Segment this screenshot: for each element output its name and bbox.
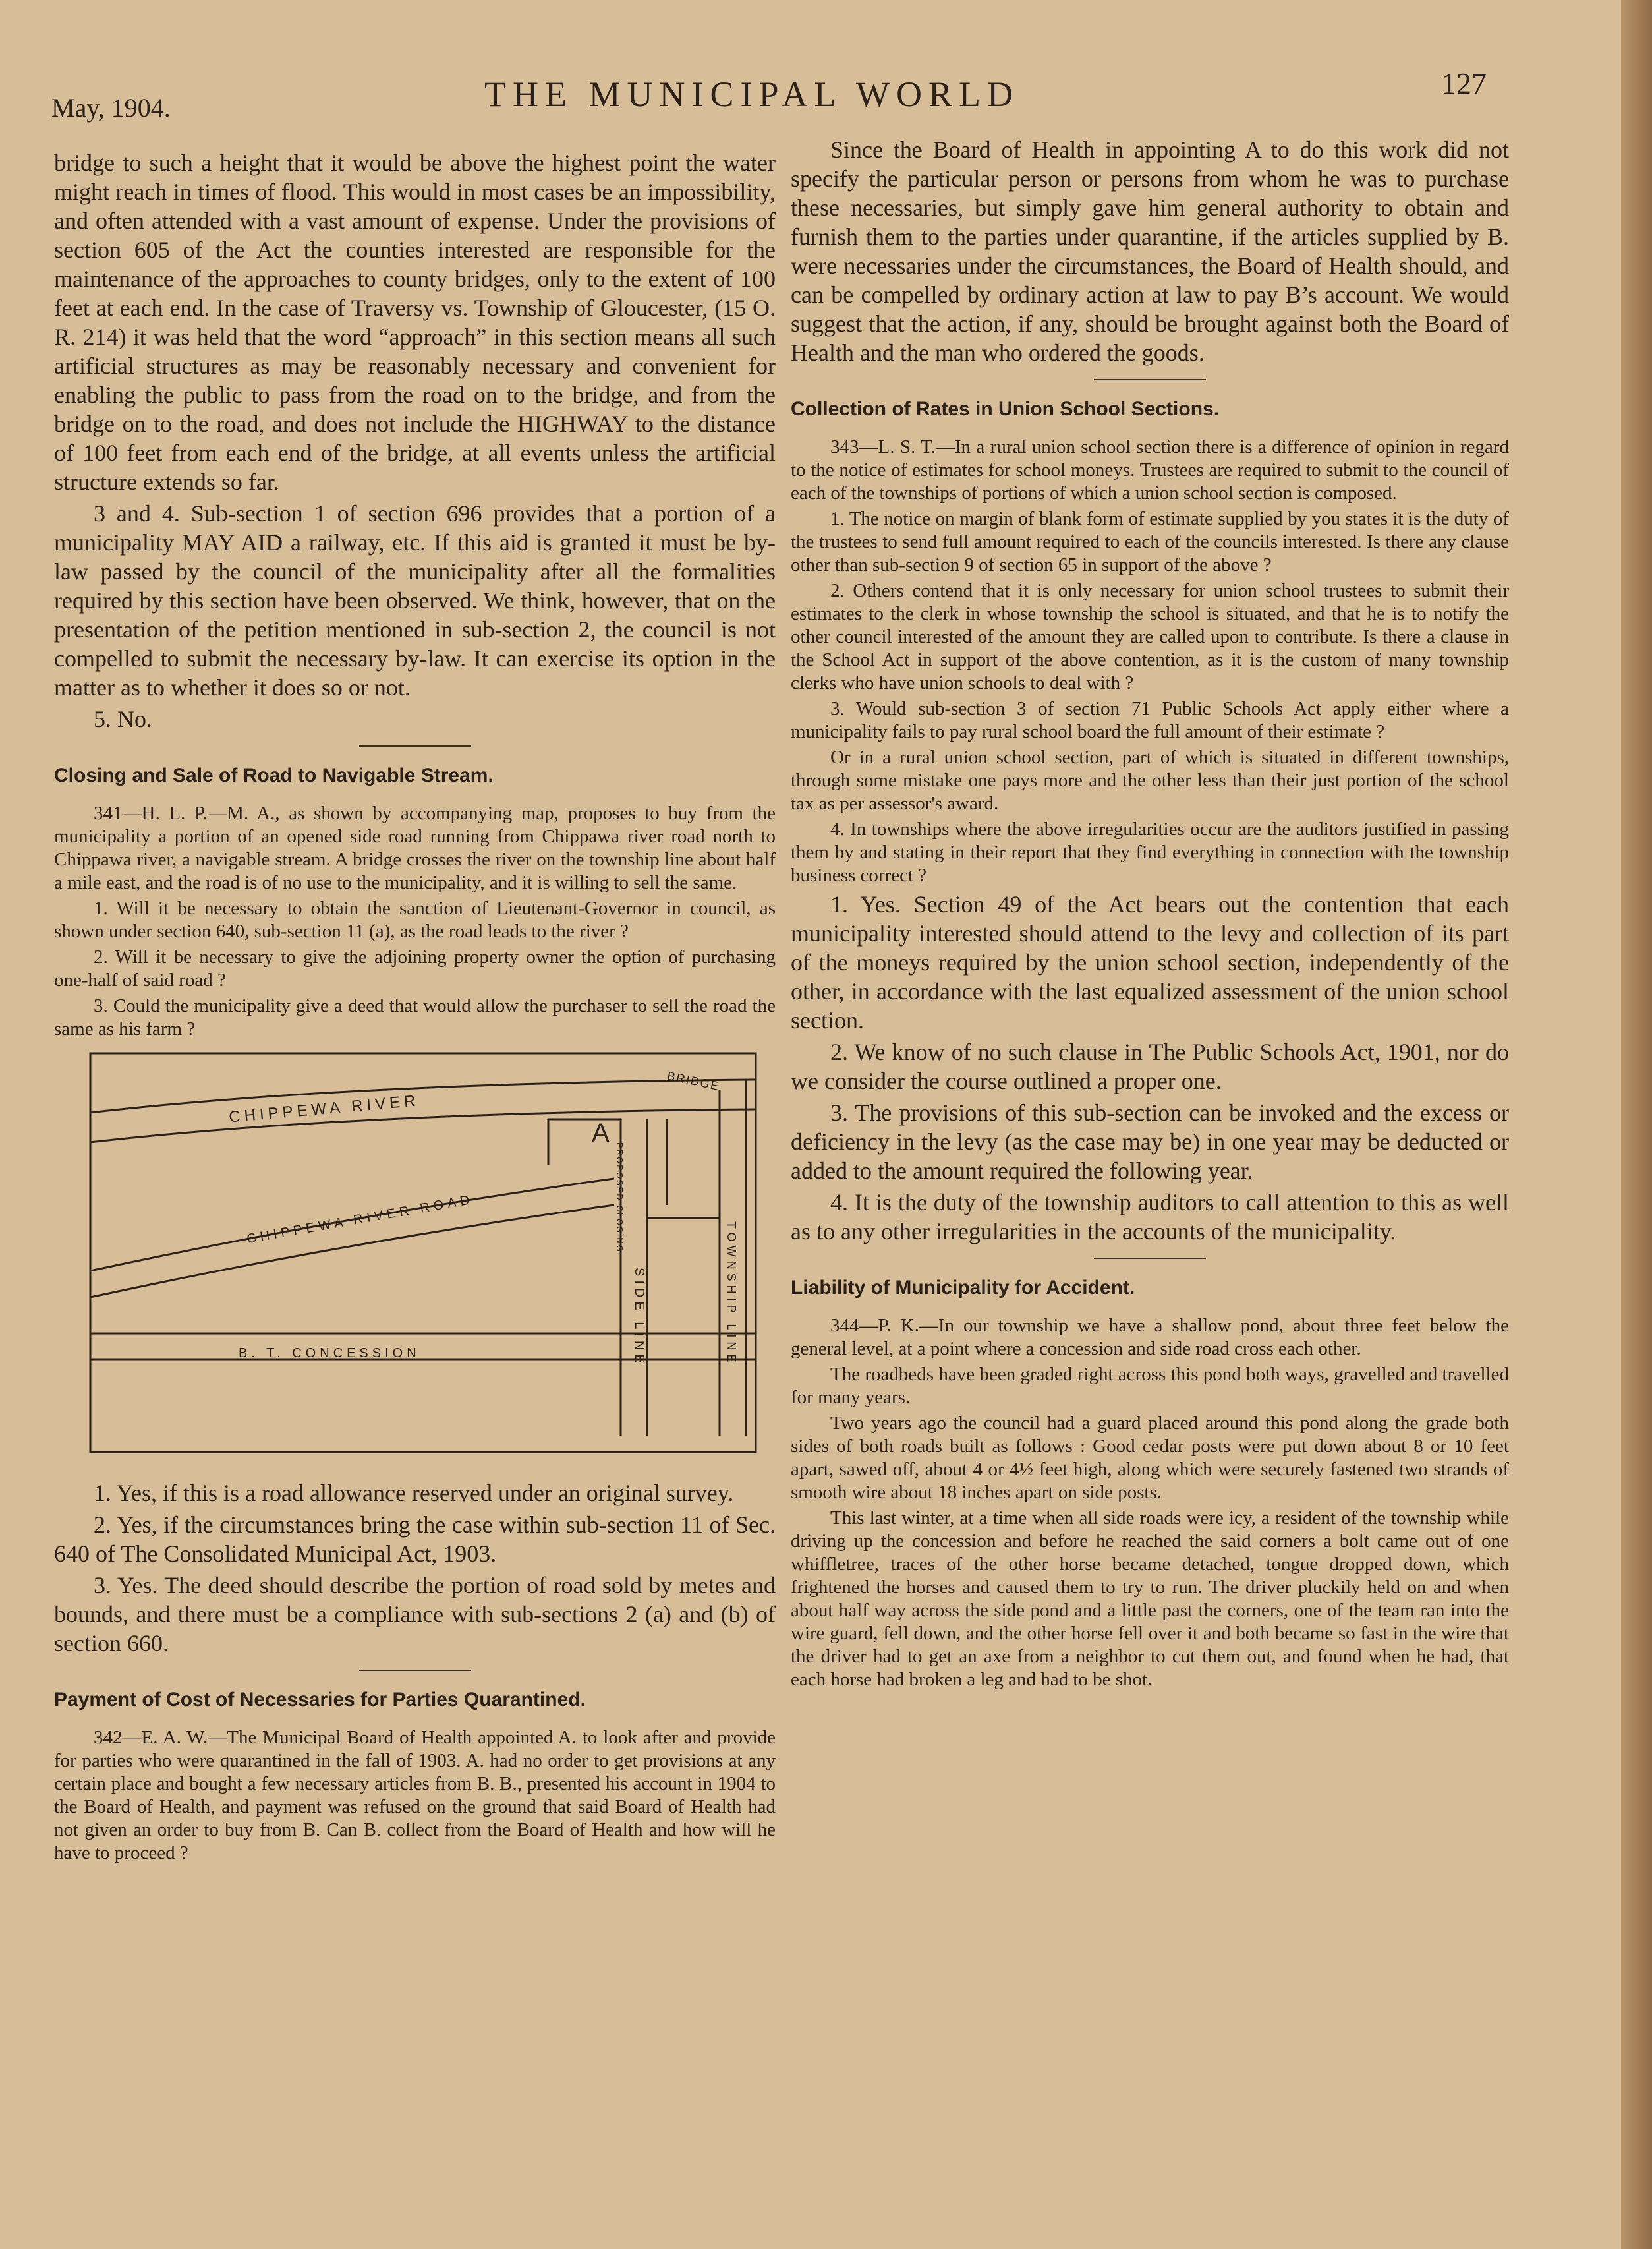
question-intro: 343—L. S. T.—In a rural union school section there is a difference of opinion in regard to the notice of estimates for school moneys. Trustees are required to submit to the council of each of the townships of portions of which a union school section is composed.: [791, 436, 1509, 504]
answer-paragraph: 1. Yes, if this is a road allowance reserved under an original survey.: [94, 1480, 734, 1506]
question-intro: 342—E. A. W.—The Municipal Board of Health appointed A. to look after and provide for parties who were quarantined in the fall of 1903. A. had no order to get provisions at any certain place and bought a few necessary articles from B. B., presented his account in 1904 to the Board of Health, and payment was refused on the ground that said Board of Health had not given an order to buy from B. Can B. collect from the Board of Health and how will he have to proceed ?: [54, 1727, 776, 1863]
question-item: 1. The notice on margin of blank form of estimate supplied by you states it is the duty of the trustees to send full amount required to each of the councils interested. Is there any clause other than sub-section 9 of section 65 in support of the above ?: [791, 508, 1509, 575]
section-divider: [359, 1670, 471, 1671]
map-label-proposed: PROPOSED CLOSING: [615, 1142, 625, 1253]
question-item: 1. Will it be necessary to obtain the sanction of Lieutenant-Governor in council, as shown under section 640, sub-section 11 (a), as the road leads to the river ?: [54, 898, 776, 942]
answer-paragraph: Since the Board of Health in appointing A to do this work did not specify the particular person or persons from whom he was to purchase these necessaries, but simply gave him general authority to obtain and furnish them to the parties under quarantine, if the articles supplied by B. were necessaries under the circumstances, the Board of Health should, and can be compelled by ordinary action at law to pay B’s account. We would suggest that the action, if any, should be brought against both the Board of Health and the man who ordered the goods.: [791, 136, 1509, 366]
answer-paragraph: 1. Yes. Section 49 of the Act bears out the contention that each municipality interested should attend to the levy and collection of its part of the moneys required by the union school section, independently of the other, in accordance with the last equalized assessment of the union school section.: [791, 891, 1509, 1034]
section-heading: Payment of Cost of Necessaries for Parties Quarantined.: [54, 1689, 586, 1710]
map-label-township-line: TOWNSHIP LINE: [725, 1221, 738, 1366]
answer-paragraph: 4. It is the duty of the township auditors to call attention to this as well as to any other irregularities in the accounts of the municipality.: [791, 1189, 1509, 1244]
answer-paragraph: 5. No.: [94, 706, 152, 732]
question-paragraph: The roadbeds have been graded right across this pond both ways, gravelled and travelled for many years.: [791, 1364, 1509, 1408]
section-heading: Liability of Municipality for Accident.: [791, 1277, 1135, 1299]
section-divider: [1094, 1258, 1206, 1259]
page-number: 127: [1441, 67, 1487, 100]
left-column: [54, 148, 776, 1867]
map-label-road: CHIPPEWA RIVER ROAD: [245, 1192, 475, 1247]
map-label-side-line: SIDE LINE: [632, 1268, 646, 1367]
question-intro: 341—H. L. P.—M. A., as shown by accompanying map, proposes to buy from the municipality a portion of an opened side road running from Chippawa river road north to Chippawa river, a navigable stream. A bridge crosses the river on the township line about half a mile east, and the road is of no use to the municipality, and it is willing to sell the same.: [54, 803, 776, 893]
answer-paragraph: 3. Yes. The deed should describe the portion of road sold by metes and bounds, and there must be a compliance with sub-sections 2 (a) and (b) of section 660.: [54, 1572, 776, 1656]
question-item: 2. Will it be necessary to give the adjoining property owner the option of purchasing one-half of said road ?: [54, 947, 776, 991]
question-item: 3. Would sub-section 3 of section 71 Public Schools Act apply either where a municipality fails to pay rural school board the full amount of their estimate ?: [791, 698, 1509, 742]
question-paragraph: Two years ago the council had a guard placed around this pond along the grade both sides of both roads built as follows : Good cedar posts were put down about 8 or 10 feet apart, sawed off, about 4 or 4½ feet high, along which were securely fastened two strands of smooth wire about 18 inches apart on side posts.: [791, 1413, 1509, 1503]
question-item: 3. Could the municipality give a deed that would allow the purchaser to sell the road the same as his farm ?: [54, 995, 776, 1039]
question-paragraph: This last winter, at a time when all side roads were icy, a resident of the township while driving up the concession and before he reached the said corners a bolt came out of one whiffletree, traces of the other horse became detached, tongue dropped down, which frightened the horses and caused them to try to run. The driver pluckily held on and when about half way across the side pond and a little past the corners, one of the team ran into the wire guard, fell down, and the other horse fell over it and both became so fast in the wire that the driver had to get an axe from a neighbor to cut them out, and found when he had, that each horse had broken a leg and had to be shot.: [791, 1507, 1509, 1690]
section-heading: Collection of Rates in Union School Sections.: [791, 398, 1220, 420]
answer-paragraph: 2. We know of no such clause in The Public Schools Act, 1901, nor do we consider the course outlined a proper one.: [791, 1039, 1509, 1094]
map-label-river: CHIPPEWA RIVER: [228, 1092, 420, 1126]
map-drawing: [87, 1050, 759, 1459]
page-edge: [1621, 0, 1652, 2249]
issue-date: May, 1904.: [51, 93, 171, 123]
question-intro: 344—P. K.—In our township we have a shallow pond, about three feet below the general level, at a point where a concession and side road cross each other.: [791, 1315, 1509, 1359]
journal-title: THE MUNICIPAL WORLD: [484, 74, 1020, 114]
right-column: [791, 135, 1509, 1694]
section-divider: [359, 745, 471, 747]
answer-paragraph: 3 and 4. Sub-section 1 of section 696 provides that a portion of a municipality MAY AID a railway, etc. If this aid is granted it must be by-law passed by the council of the municipality after all the formalities required by this section have been observed. We think, however, that on the presentation of the petition mentioned in sub-section 2, the council is not compelled to submit the necessary by-law. It can exercise its option in the matter as to whether it does so or not.: [54, 500, 776, 701]
section-heading: Closing and Sale of Road to Navigable Stream.: [54, 765, 494, 786]
answer-paragraph: 3. The provisions of this sub-section can be invoked and the excess or deficiency in the levy (as the case may be) in one year may be deducted or added to the amount required the following year.: [791, 1099, 1509, 1184]
answer-paragraph: 2. Yes, if the circumstances bring the case within sub-section 11 of Sec. 640 of The Consolidated Municipal Act, 1903.: [54, 1511, 776, 1567]
map-label-bridge: BRIDGE: [666, 1068, 722, 1094]
question-item: 2. Others contend that it is only necessary for union school trustees to submit their estimates to the clerk in whose township the school is situated, and that he is to notify the other council interested of the amount they are called upon to contribute. Is there a clause in the School Act in support of the above contention, as it is the custom of many township clerks who have union schools to deal with ?: [791, 580, 1509, 693]
question-item: 4. In townships where the above irregularities occur are the auditors justified in passing them by and stating in their report that they find everything in connection with the township business correct ?: [791, 819, 1509, 886]
road-map: [87, 1050, 759, 1459]
map-label-lot: A: [592, 1119, 610, 1148]
question-item: Or in a rural union school section, part of which is situated in different townships, through some mistake one pays more and the other less than their just portion of the school tax as per assessor's award.: [791, 747, 1509, 814]
map-label-concession: B. T. CONCESSION: [239, 1346, 420, 1360]
section-divider: [1094, 379, 1206, 380]
continued-paragraph: bridge to such a height that it would be above the highest point the water might reach in times of flood. This would in most cases be an impossibility, and often attended with a vast amount of expense. Under the provisions of section 605 of the Act the counties interested are responsible for the maintenance of the approaches to county bridges, only to the extent of 100 feet at each end. In the case of Traversy vs. Township of Gloucester, (15 O. R. 214) it was held that the word “approach” in this section means all such artificial structures as may be reasonably necessary and convenient for enabling the public to pass from the road on to the bridge, and from the bridge on to the road, and does not include the HIGHWAY to the distance of 100 feet from each end of the bridge, at all events unless the artificial structure extends so far.: [54, 150, 776, 495]
